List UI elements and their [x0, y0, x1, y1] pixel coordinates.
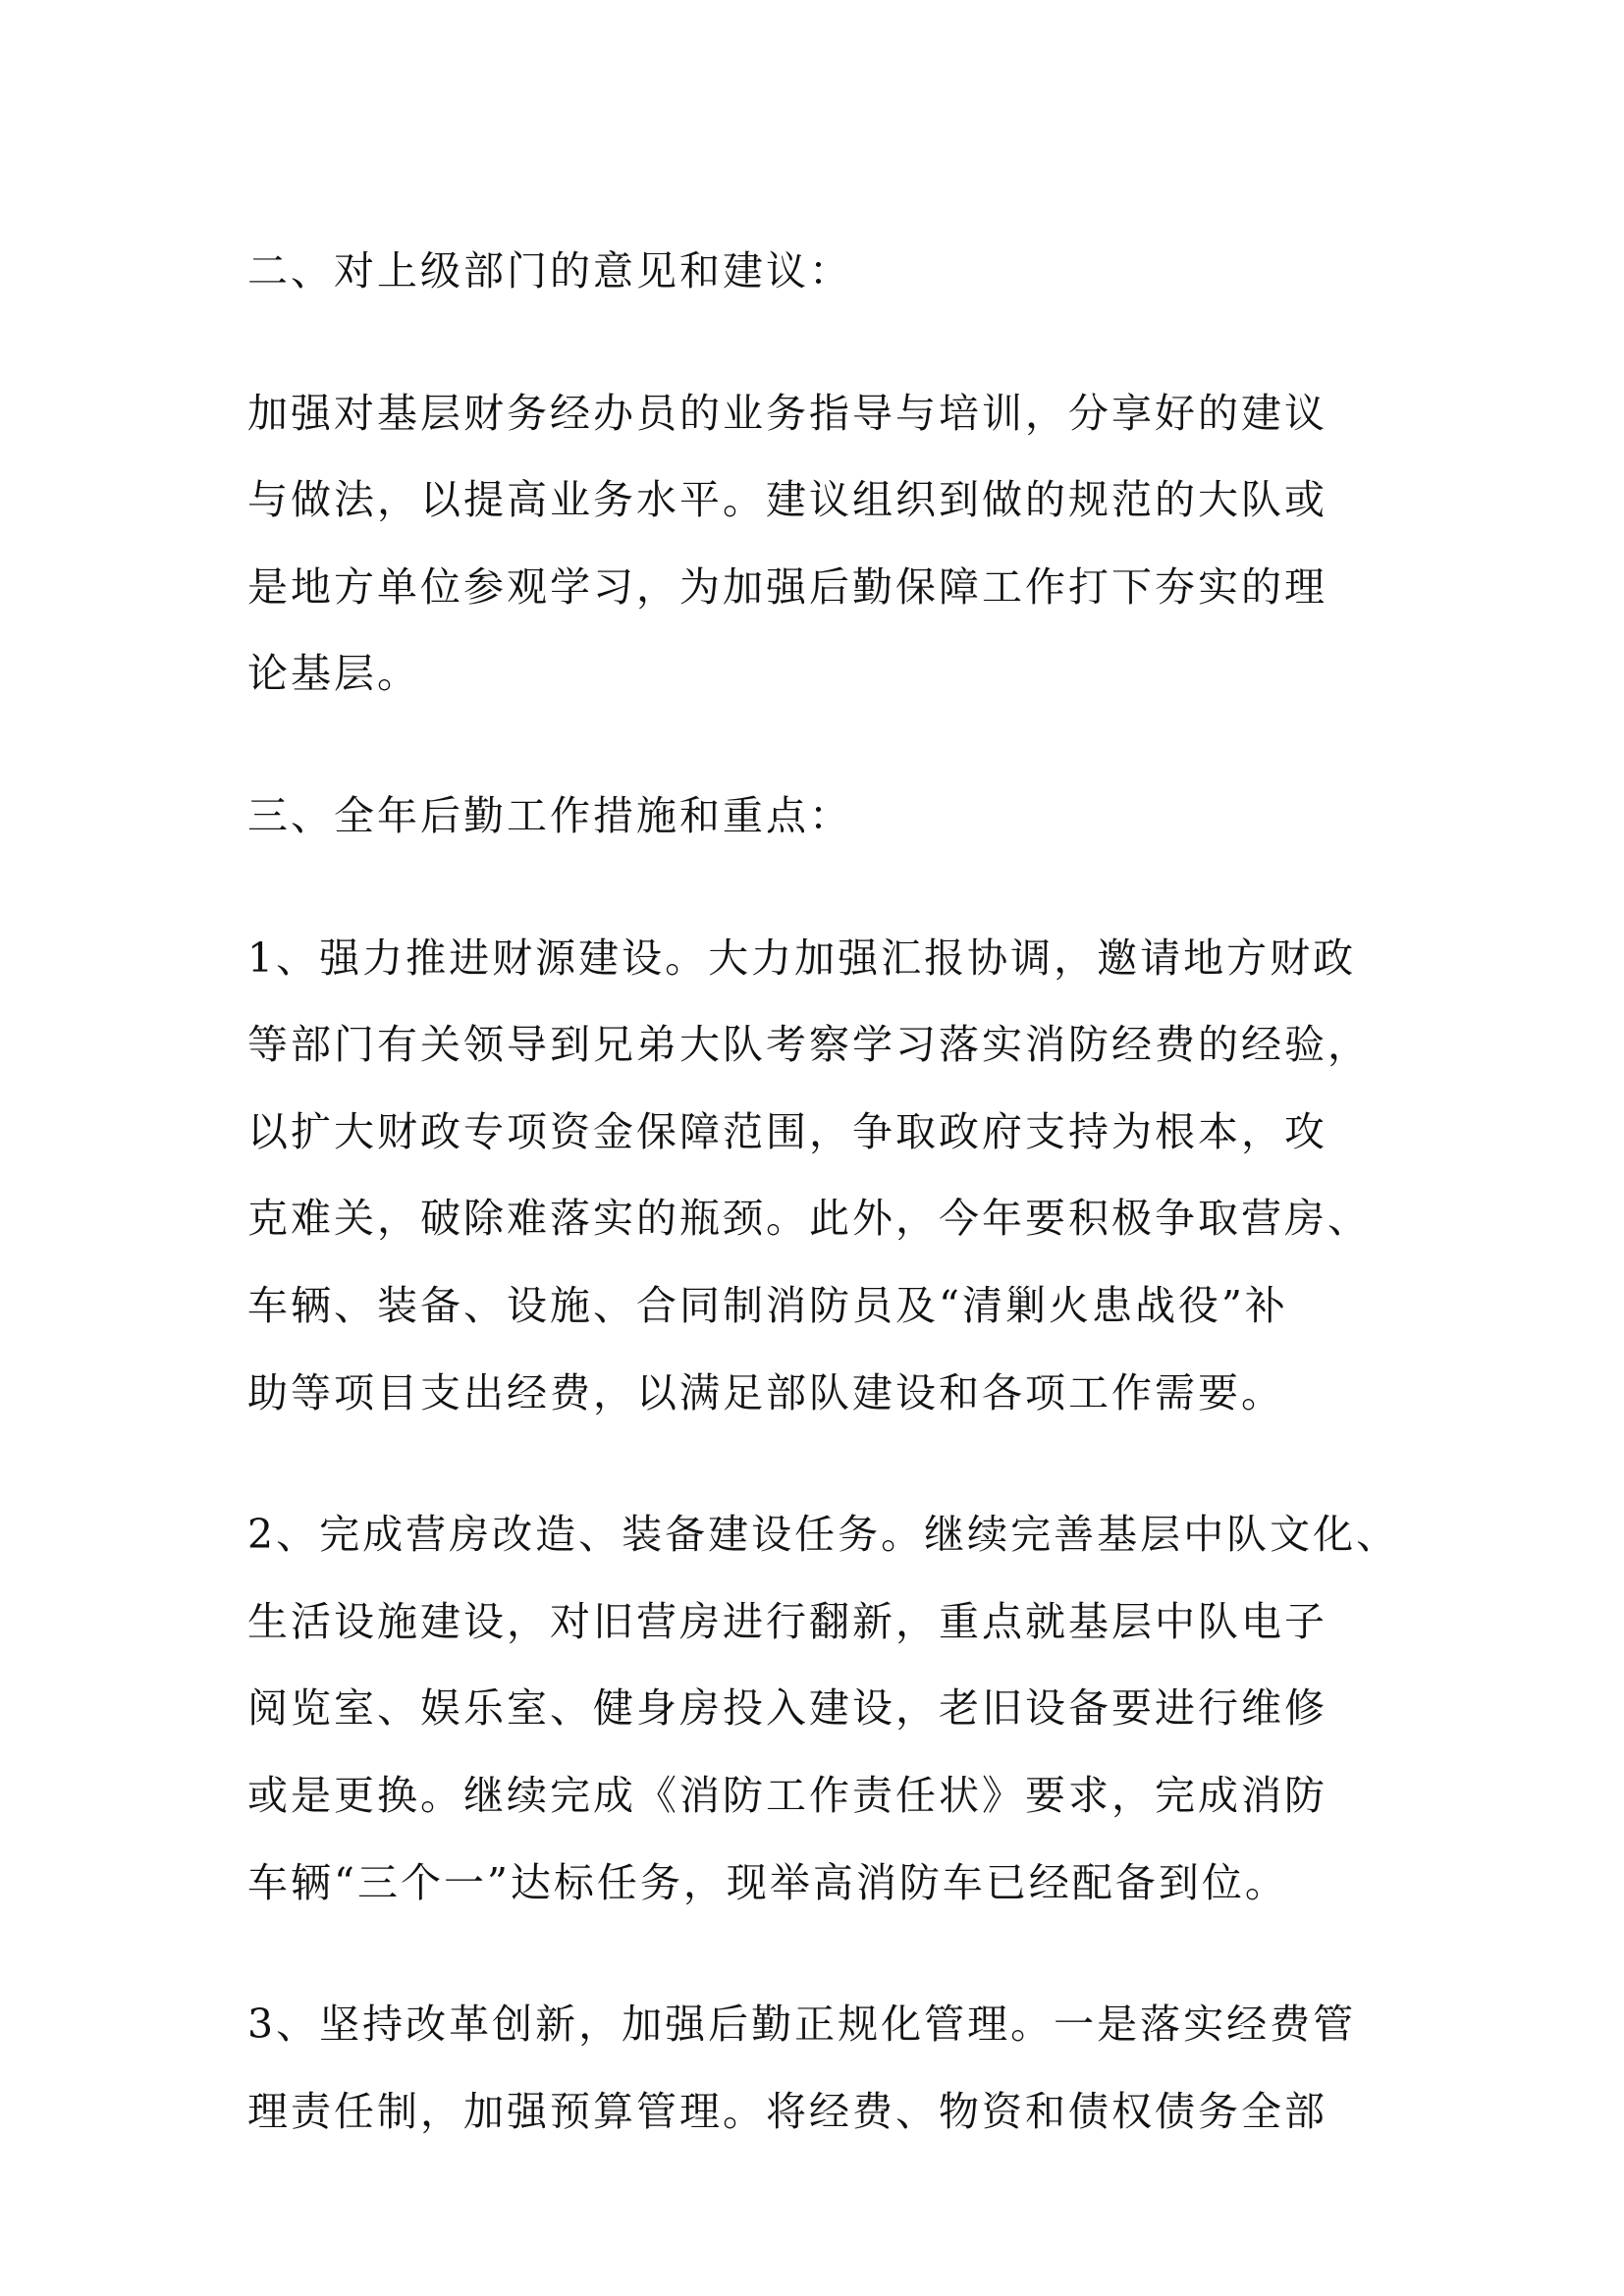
paragraph-line: 加强对基层财务经办员的业务指导与培训，分享好的建议	[247, 389, 1327, 437]
section-2-paragraph	[247, 370, 1406, 718]
paragraph-line: 克难关，破除难落实的瓶颈。此外，今年要积极争取营房、	[247, 1195, 1371, 1243]
paragraph-line: 车辆、装备、设施、合同制消防员及“清剿火患战役”补	[247, 1281, 1288, 1329]
item-3-paragraph	[247, 1981, 1406, 2155]
paragraph-line: 三、全年后勤工作措施和重点：	[247, 791, 852, 839]
paragraph-line: 生活设施建设，对旧营房进行翻新，重点就基层中队电子	[247, 1597, 1327, 1645]
item-2-paragraph	[247, 1491, 1406, 1926]
paragraph-line: 以扩大财政专项资金保障范围，争取政府支持为根本，攻	[247, 1107, 1327, 1155]
section-3-heading	[247, 773, 1406, 860]
paragraph-line: 助等项目支出经费，以满足部队建设和各项工作需要。	[247, 1368, 1284, 1416]
paragraph-line: 车辆“三个一”达标任务，现举高消防车已经配备到位。	[247, 1858, 1288, 1906]
document-body	[247, 228, 1406, 2155]
paragraph-line: 理责任制，加强预算管理。将经费、物资和债权债务全部	[247, 2087, 1327, 2135]
paragraph-line: 2、完成营房改造、装备建设任务。继续完善基层中队文化、	[247, 1511, 1400, 1559]
section-2-heading	[247, 228, 1406, 315]
paragraph-line: 是地方单位参观学习，为加强后勤保障工作打下夯实的理	[247, 562, 1327, 611]
item-1-paragraph	[247, 915, 1406, 1437]
paragraph-line: 3、坚持改革创新，加强后勤正规化管理。一是落实经费管	[247, 2001, 1357, 2049]
paragraph-line: 论基层。	[247, 650, 420, 698]
paragraph-line: 1、强力推进财源建设。大力加强汇报协调，邀请地方财政	[247, 934, 1357, 982]
paragraph-line: 等部门有关领导到兄弟大队考察学习落实消防经费的经验，	[247, 1021, 1371, 1069]
paragraph-line: 阅览室、娱乐室、健身房投入建设，老旧设备要进行维修	[247, 1684, 1327, 1733]
paragraph-line: 或是更换。继续完成《消防工作责任状》要求，完成消防	[247, 1771, 1327, 1819]
paragraph-line: 与做法，以提高业务水平。建议组织到做的规范的大队或	[247, 476, 1327, 524]
paragraph-line: 二、对上级部门的意见和建议：	[247, 247, 852, 294]
